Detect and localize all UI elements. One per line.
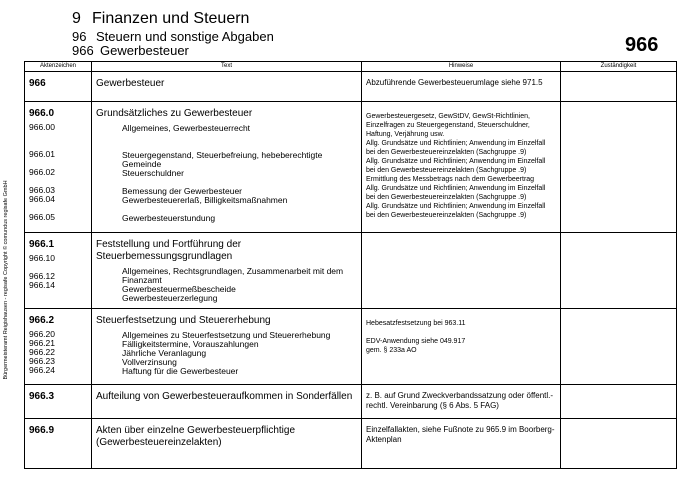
- header-level-1-number: 9: [72, 10, 81, 27]
- table-row: [25, 233, 677, 309]
- entry-hint: [362, 175, 560, 184]
- entry-key: [25, 123, 91, 150]
- hinweise-cell: [362, 233, 561, 309]
- entry-key-text: 966.23: [29, 356, 55, 366]
- entry-hint: [362, 328, 560, 337]
- entry-hint-line: gem. § 233a AO: [366, 347, 417, 354]
- entry-text-line: Allgemeines, Rechtsgrundlagen, Zusammenarbeit mit dem: [122, 266, 344, 276]
- entry-text: [92, 267, 361, 285]
- column-header: Zuständigkeit: [561, 62, 677, 72]
- entry-key-text: 966.24: [29, 365, 55, 375]
- entry-text-line: Bemessung der Gewerbesteuer: [122, 186, 243, 196]
- entry-key-text: 966.12: [29, 271, 55, 281]
- entry-text: [92, 367, 361, 376]
- table-row: [25, 72, 677, 102]
- entry-text: [92, 124, 361, 151]
- table-row: [25, 385, 677, 419]
- hinweise-cell: [362, 102, 561, 233]
- entry-hint: [362, 112, 560, 139]
- group-hint: Abzuführende Gewerbesteuerumlage siehe 971.5: [366, 78, 543, 87]
- entry-text: [92, 196, 361, 214]
- table-row: [25, 102, 677, 233]
- text-cell: [92, 309, 362, 385]
- entry-hint-line: Gewerbesteuergesetz, GewStDV, GewSt-Richtlinien,: [366, 113, 530, 120]
- entry-text-line: Finanzamt: [122, 275, 162, 285]
- text-cell: [92, 72, 362, 102]
- entry-hint: [362, 270, 560, 279]
- entry-hint: [362, 346, 560, 355]
- entry-key-text: 966.22: [29, 347, 55, 357]
- table-header-row: [25, 62, 677, 72]
- entry-key: [25, 168, 91, 186]
- hinweise-cell: [362, 419, 561, 469]
- header-level-1: [72, 10, 249, 28]
- entry-key-text: 966.03: [29, 185, 55, 195]
- entry-key: [25, 366, 91, 375]
- entry-text-line: Gewerbesteuerstundung: [122, 213, 216, 223]
- entry-key-text: 966.05: [29, 212, 55, 222]
- entry-hint: [362, 202, 560, 220]
- entry-hint-line: Haftung, Verjährung usw.: [366, 131, 445, 138]
- aktenzeichen-cell: [25, 102, 92, 233]
- entry-key-text: 966.10: [29, 253, 55, 263]
- entry-hint-line: Allg. Grundsätze und Richtlinien; Anwendung im Einzelfall: [366, 203, 546, 210]
- entry-hint-line: EDV-Anwendung siehe 049.917: [366, 338, 466, 345]
- group-hint: Einzelfallakten, siehe Fußnote zu 965.9 im Boorberg-Aktenplan: [366, 425, 555, 444]
- file-plan-table: [24, 61, 677, 469]
- group-title: Aufteilung von Gewerbesteueraufkommen in Sonderfällen: [96, 391, 353, 402]
- group-title: Steuerfestsetzung und Steuererhebung: [96, 315, 271, 326]
- entry-text-line: Haftung für die Gewerbesteuer: [122, 366, 239, 376]
- entry-key: [25, 281, 91, 290]
- entry-hint-line: Einzelfragen zu Steuergegenstand, Steuerschuldner,: [366, 122, 530, 129]
- entry-hint: [362, 337, 560, 346]
- entry-key-text: 966.14: [29, 280, 55, 290]
- entry-hint-line: Ermittlung des Messbetrags nach dem Gewerbeertrag: [366, 176, 535, 183]
- entry-text: [92, 294, 361, 303]
- zustaendigkeit-cell: [561, 309, 677, 385]
- entry-hint: [362, 157, 560, 175]
- group-key: 966: [29, 78, 46, 89]
- column-header: Text: [92, 62, 362, 72]
- side-copyright: [1, 100, 11, 460]
- zustaendigkeit-cell: [561, 385, 677, 419]
- entry-text-line: Gewerbesteuererlaß, Billigkeitsmaßnahmen: [122, 195, 288, 205]
- entry-hint: [362, 139, 560, 157]
- entry-hint-line: Allg. Grundsätze und Richtlinien; Anwendung im Einzelfall: [366, 140, 546, 147]
- group-title: Grundsätzliches zu Gewerbesteuer: [96, 108, 253, 119]
- entry-text-line: Gemeinde: [122, 159, 162, 169]
- entry-hint-line: bei den Gewerbesteuereinzelakten (Sachgruppe .9): [366, 212, 527, 219]
- group-title: Feststellung und Fortführung der Steuerbemessungsgrundlagen: [96, 239, 242, 262]
- aktenzeichen-cell: [25, 72, 92, 102]
- entry-hint: [362, 319, 560, 328]
- text-cell: [92, 233, 362, 309]
- entry-key-text: 966.21: [29, 338, 55, 348]
- entry-key-text: 966.04: [29, 194, 55, 204]
- header-level-2-number: 96: [72, 29, 87, 44]
- header-level-3-number: 966: [72, 43, 94, 58]
- entry-text-line: Fälligkeitstermine, Vorauszahlungen: [122, 339, 259, 349]
- aktenzeichen-cell: [25, 233, 92, 309]
- entry-text: [92, 169, 361, 187]
- aktenzeichen-cell: [25, 419, 92, 469]
- entry-text-line: Steuergegenstand, Steuerbefreiung, hebeberechtigte: [122, 150, 323, 160]
- table-row: [25, 309, 677, 385]
- zustaendigkeit-cell: [561, 233, 677, 309]
- entry-key-text: 966.20: [29, 329, 55, 339]
- entry-hint-line: bei den Gewerbesteuereinzelakten (Sachgruppe .9): [366, 194, 527, 201]
- entry-text-line: Allgemeines zu Steuerfestsetzung und Steuererhebung: [122, 330, 331, 340]
- entry-hint: [362, 243, 560, 261]
- entry-text: [92, 214, 361, 232]
- text-cell: [92, 385, 362, 419]
- entry-hint: [362, 184, 560, 202]
- entry-hint-line: Allg. Grundsätze und Richtlinien; Anwendung im Einzelfall: [366, 185, 546, 192]
- text-cell: [92, 419, 362, 469]
- entry-key: [25, 150, 91, 168]
- entry-hint: [362, 261, 560, 270]
- group-key: 966.3: [29, 391, 55, 402]
- entry-hint-line: Hebesatzfestsetzung bei 963.11: [366, 320, 466, 327]
- entry-key: [25, 213, 91, 231]
- entry-hint: [362, 355, 560, 364]
- group-key: 966.0: [29, 108, 55, 119]
- entry-key: [25, 254, 91, 272]
- zustaendigkeit-cell: [561, 102, 677, 233]
- page-number: 966: [625, 34, 659, 56]
- zustaendigkeit-cell: [561, 72, 677, 102]
- aktenzeichen-cell: [25, 309, 92, 385]
- entry-text-line: Vollverzinsung: [122, 357, 177, 367]
- entry-text: [92, 151, 361, 169]
- side-copyright-text: Bürgermeisteramt Reigishausen - regisafe Copyright © comundus regisafe GmbH: [3, 180, 9, 380]
- group-key: 966.9: [29, 425, 55, 436]
- zustaendigkeit-cell: [561, 419, 677, 469]
- header-level-3: [72, 43, 189, 58]
- entry-hint-line: bei den Gewerbesteuereinzelakten (Sachgruppe .9): [366, 149, 527, 156]
- entry-key-text: 966.01: [29, 149, 55, 159]
- hinweise-cell: [362, 72, 561, 102]
- entry-text-line: Jährliche Veranlagung: [122, 348, 207, 358]
- entry-text-line: Gewerbesteuerzerlegung: [122, 293, 218, 303]
- group-hint: z. B. auf Grund Zweckverbandssatzung oder öffentl.-rechtl. Vereinbarung (§ 6 Abs. 5 FAG): [366, 391, 554, 410]
- entry-text-line: Allgemeines, Gewerbesteuerrecht: [122, 123, 251, 133]
- aktenzeichen-cell: [25, 385, 92, 419]
- group-title: Gewerbesteuer: [96, 78, 165, 89]
- entry-key-text: 966.00: [29, 122, 55, 132]
- header-level-3-text: Gewerbesteuer: [100, 43, 189, 58]
- header-level-2: [72, 29, 274, 44]
- group-key: 966.1: [29, 239, 55, 250]
- entry-hint-line: Allg. Grundsätze und Richtlinien; Anwendung im Einzelfall: [366, 158, 546, 165]
- group-title: Akten über einzelne Gewerbesteuerpflichtige (Gewerbesteuereinzelakten): [96, 425, 296, 448]
- entry-hint-line: bei den Gewerbesteuereinzelakten (Sachgruppe .9): [366, 167, 527, 174]
- entry-key-text: 966.02: [29, 167, 55, 177]
- column-header: Hinweise: [362, 62, 561, 72]
- entry-text-line: Steuerschuldner: [122, 168, 184, 178]
- hinweise-cell: [362, 385, 561, 419]
- header-level-1-text: Finanzen und Steuern: [92, 10, 250, 27]
- group-key: 966.2: [29, 315, 55, 326]
- column-header: Aktenzeichen: [25, 62, 92, 72]
- entry-text-line: Gewerbesteuermeßbescheide: [122, 284, 236, 294]
- entry-key: [25, 195, 91, 213]
- table-row: [25, 419, 677, 469]
- text-cell: [92, 102, 362, 233]
- header-level-2-text: Steuern und sonstige Abgaben: [96, 29, 274, 44]
- hinweise-cell: [362, 309, 561, 385]
